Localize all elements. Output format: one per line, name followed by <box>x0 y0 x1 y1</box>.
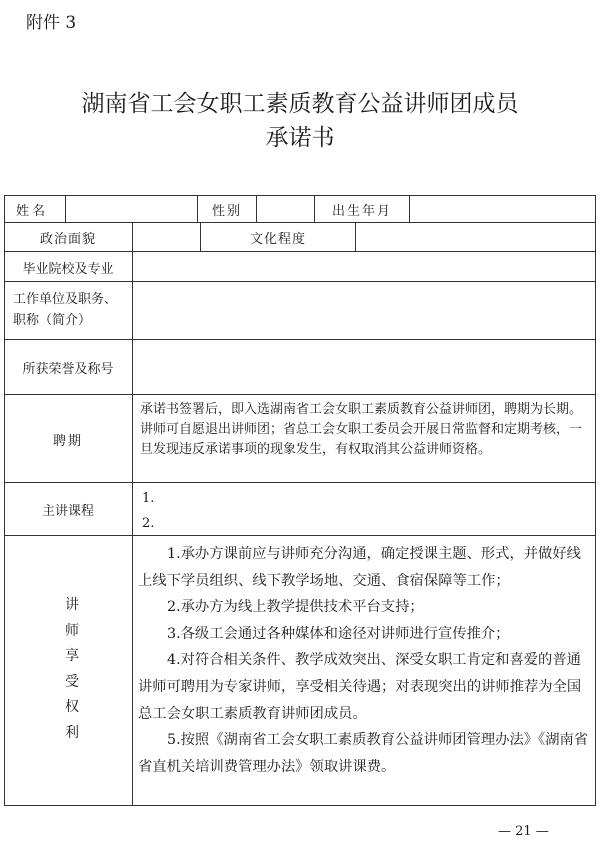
document-title: 湖南省工会女职工素质教育公益讲师团成员 <box>81 91 519 117</box>
education-field[interactable] <box>356 223 596 252</box>
birth-label: 出生年月 <box>331 203 392 219</box>
course-label: 主讲课程 <box>41 504 94 519</box>
rights-list <box>138 541 590 780</box>
birth-field[interactable] <box>410 195 596 223</box>
course-list <box>142 486 582 536</box>
rights-label-char: 权 <box>65 699 79 715</box>
work-label-line2: 职称（简介） <box>13 313 92 328</box>
gender-field[interactable] <box>257 195 314 223</box>
rights-label-char: 利 <box>65 724 79 741</box>
rights-item: 3.各级工会通过各种媒体和途径对讲师进行宣传推介； <box>167 625 510 642</box>
political-field[interactable] <box>133 223 200 252</box>
political-label: 政治面貌 <box>39 232 96 247</box>
rights-label-char: 受 <box>65 673 79 690</box>
commitment-form-table <box>4 195 596 806</box>
rights-item: 1.承办方课前应与讲师充分沟通，确定授课主题、形式，并做好线上线下学员组织、线下教学场地、交通、食宿保障等工作； <box>138 546 581 589</box>
name-label: 姓名 <box>16 203 49 219</box>
honors-field[interactable] <box>133 340 596 395</box>
rights-label <box>64 593 80 746</box>
term-text: 承诺书签署后，即入选湖南省工会女职工素质教育公益讲师团，聘期为长期。讲师可自愿退出讲师团；省总工会女职工委员会开展日常监督和定期考核，一旦发现违反承诺事项的现象发生，有权取消其公益讲师资格。 <box>140 402 583 457</box>
name-field[interactable] <box>66 195 197 223</box>
work-field[interactable] <box>133 282 596 339</box>
page-number: — 21 — <box>498 824 549 839</box>
rights-label-char: 师 <box>65 622 79 639</box>
work-label <box>13 289 131 331</box>
work-label-line1: 工作单位及职务、 <box>13 292 118 307</box>
gender-label: 性别 <box>211 203 242 219</box>
rights-item: 4.对符合相关条件、教学成效突出、深受女职工肯定和喜爱的普通讲师可聘用为专家讲师，享受相关待遇；对表现突出的讲师推荐为全国总工会女职工素质教育讲师团成员。 <box>138 652 582 722</box>
rights-item: 2.承办方为线上教学提供技术平台支持； <box>167 599 424 616</box>
attachment-label: 附件 3 <box>26 13 77 33</box>
honors-label: 所获荣誉及称号 <box>22 362 114 377</box>
rights-label-char: 享 <box>65 648 79 664</box>
school-label: 毕业院校及专业 <box>22 261 114 277</box>
education-label: 文化程度 <box>249 232 306 247</box>
rights-label-char: 讲 <box>65 597 79 613</box>
course-item-2[interactable]: 2. <box>142 516 155 531</box>
term-label: 聘期 <box>52 433 83 449</box>
course-item-1[interactable]: 1. <box>142 491 155 506</box>
document-subtitle: 承诺书 <box>265 125 335 151</box>
rights-item: 5.按照《湖南省工会女职工素质教育公益讲师团管理办法》《湖南省省直机关培训费管理办法》领取讲课费。 <box>138 732 589 775</box>
school-field[interactable] <box>133 252 596 282</box>
